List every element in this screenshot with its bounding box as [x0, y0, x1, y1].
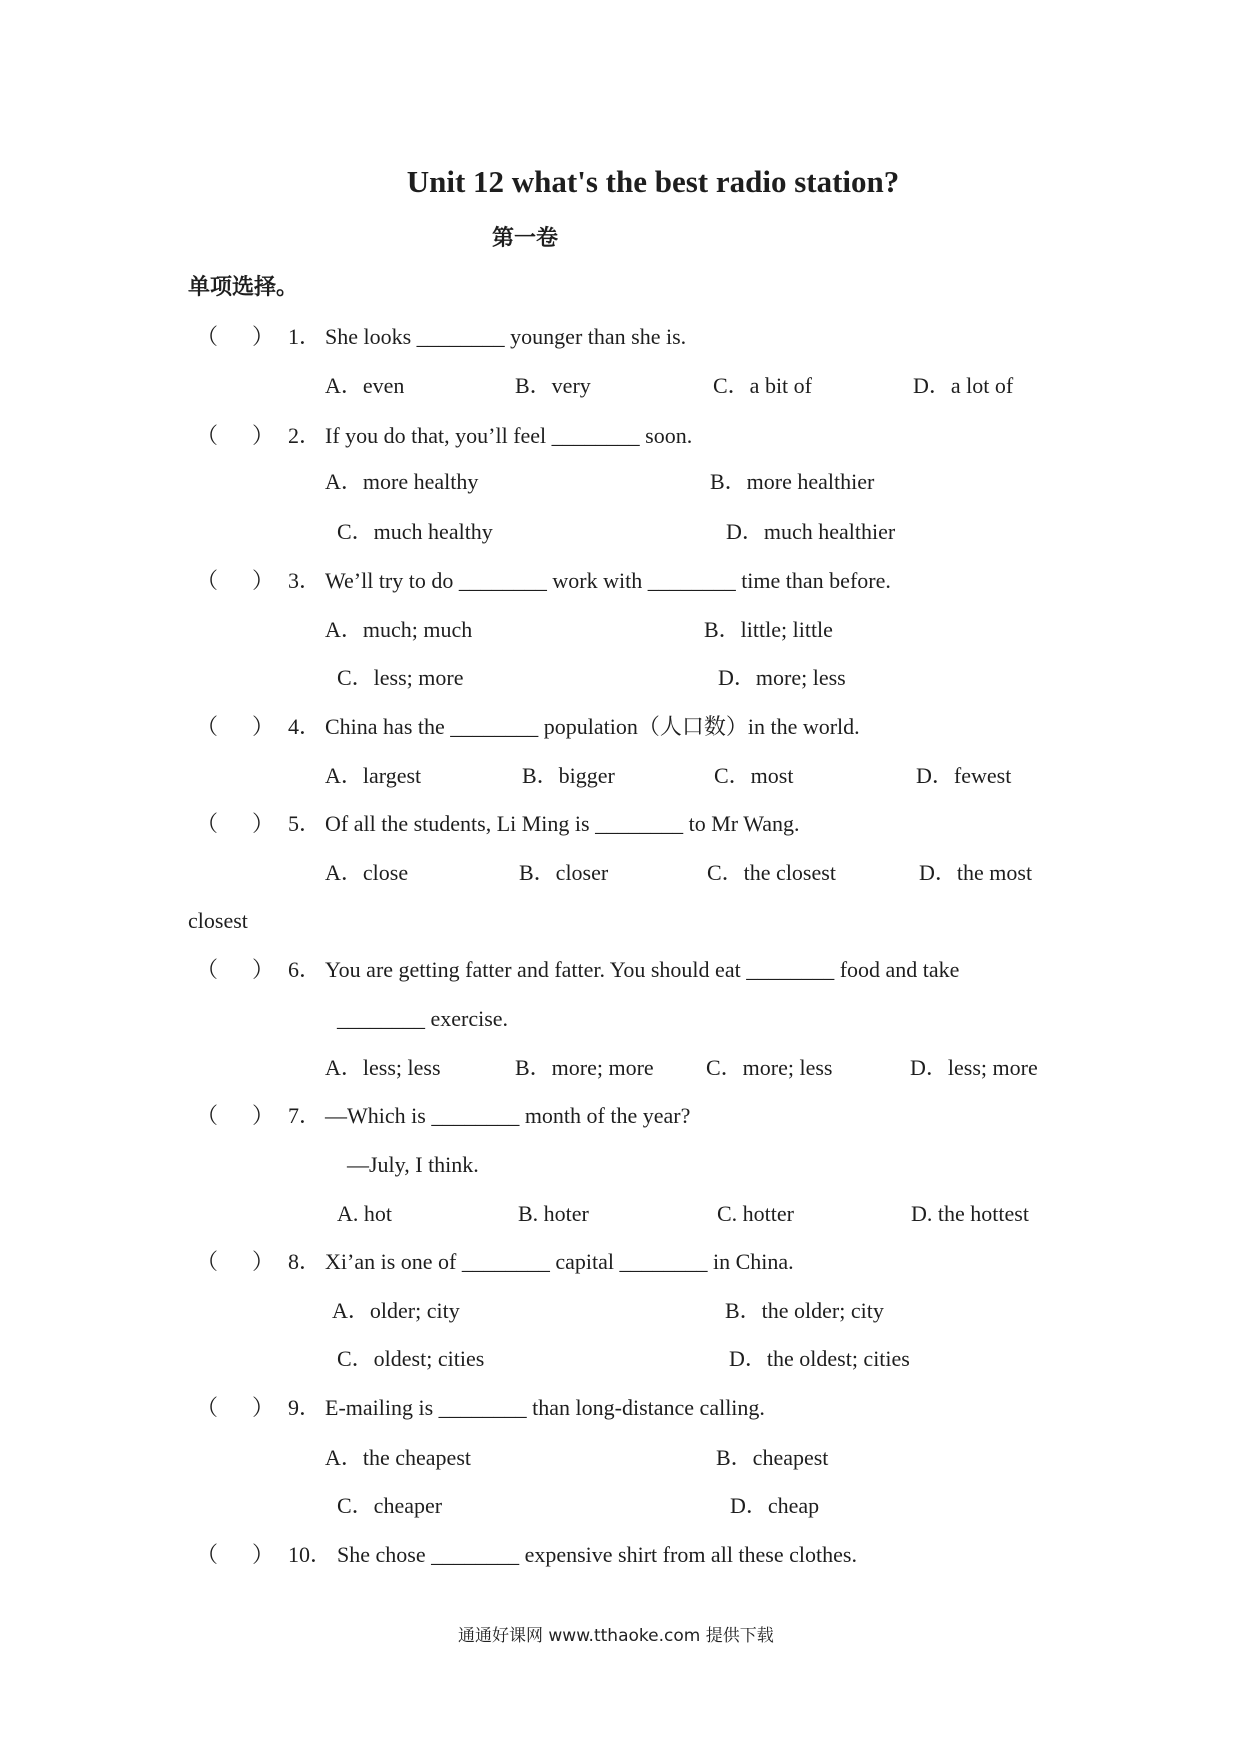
answer-paren-open: （ — [196, 957, 219, 982]
option-b: B．little; little — [704, 617, 833, 642]
answer-paren-open: （ — [196, 324, 219, 349]
answer-paren-close: ） — [252, 957, 275, 982]
option-b: B. hoter — [518, 1201, 589, 1226]
question-number: 5． — [288, 811, 322, 836]
page-title: Unit 12 what's the best radio station? — [406, 164, 900, 199]
answer-paren-close: ） — [252, 568, 275, 593]
option-c: C．less; more — [337, 665, 464, 690]
section-heading: 单项选择。 — [188, 275, 299, 300]
question-number: 8． — [288, 1249, 322, 1274]
answer-paren-open: （ — [196, 1542, 219, 1567]
answer-paren-close: ） — [252, 324, 275, 349]
answer-paren-close: ） — [252, 423, 275, 448]
option-d-overflow: closest — [188, 908, 248, 933]
option-c: C．oldest; cities — [337, 1346, 485, 1371]
question-stem: She looks ________ younger than she is. — [325, 324, 687, 349]
question-number: 7． — [288, 1103, 322, 1128]
answer-paren-close: ） — [252, 811, 275, 836]
option-a: A．much; much — [325, 617, 473, 642]
answer-paren-close: ） — [252, 714, 275, 739]
answer-paren-open: （ — [196, 568, 219, 593]
option-d: D．less; more — [910, 1055, 1038, 1080]
question-stem: If you do that, you’ll feel ________ soon. — [325, 423, 693, 448]
option-d: D．the oldest; cities — [729, 1346, 910, 1371]
question-number: 3． — [288, 568, 322, 593]
question-stem: We’ll try to do ________ work with ________ time than before. — [325, 568, 891, 593]
question-stem: Xi’an is one of ________ capital ________ in China. — [325, 1249, 794, 1274]
question-number: 10． — [288, 1542, 333, 1567]
option-c: C．cheaper — [337, 1493, 443, 1518]
question-stem: You are getting fatter and fatter. You should eat ________ food and take — [325, 957, 960, 982]
option-d: D．the most — [919, 860, 1033, 885]
page-footer: 通通好课网 www.tthaoke.com 提供下载 — [458, 1626, 774, 1646]
option-a: A．less; less — [325, 1055, 441, 1080]
option-d: D．fewest — [916, 763, 1012, 788]
answer-paren-open: （ — [196, 1249, 219, 1274]
option-a: A. hot — [337, 1201, 392, 1226]
option-b: B．cheapest — [716, 1445, 829, 1470]
question-stem: She chose ________ expensive shirt from all these clothes. — [337, 1542, 857, 1567]
option-b: B．more healthier — [710, 469, 875, 494]
option-a: A．the cheapest — [325, 1445, 471, 1470]
option-a: A．even — [325, 373, 405, 398]
option-c: C．the closest — [707, 860, 836, 885]
option-c: C．most — [714, 763, 794, 788]
option-c: C．much healthy — [337, 519, 493, 544]
option-b: B．very — [515, 373, 591, 398]
question-number: 2． — [288, 423, 322, 448]
question-number: 6． — [288, 957, 322, 982]
answer-paren-close: ） — [252, 1249, 275, 1274]
answer-paren-open: （ — [196, 811, 219, 836]
option-a: A．older; city — [332, 1298, 460, 1323]
answer-paren-close: ） — [252, 1542, 275, 1567]
question-stem-continued: ________ exercise. — [337, 1006, 509, 1031]
answer-paren-open: （ — [196, 423, 219, 448]
question-number: 4． — [288, 714, 322, 739]
question-stem: Of all the students, Li Ming is ________ to Mr Wang. — [325, 811, 800, 836]
option-b: B．bigger — [522, 763, 615, 788]
option-d: D．cheap — [730, 1493, 820, 1518]
question-number: 9． — [288, 1395, 322, 1420]
question-stem: China has the ________ population（人口数）in the world. — [325, 714, 860, 739]
question-number: 1． — [288, 324, 322, 349]
question-stem: —Which is ________ month of the year? — [325, 1103, 691, 1128]
answer-paren-open: （ — [196, 1103, 219, 1128]
option-b: B．closer — [519, 860, 609, 885]
answer-paren-close: ） — [252, 1395, 275, 1420]
option-d: D．more; less — [718, 665, 846, 690]
option-d: D．much healthier — [726, 519, 896, 544]
option-d: D．a lot of — [913, 373, 1014, 398]
option-b: B．more; more — [515, 1055, 654, 1080]
volume-heading: 第一卷 — [491, 226, 558, 251]
answer-paren-open: （ — [196, 714, 219, 739]
question-stem-continued: —July, I think. — [347, 1152, 479, 1177]
option-c: C. hotter — [717, 1201, 794, 1226]
option-b: B．the older; city — [725, 1298, 884, 1323]
answer-paren-open: （ — [196, 1395, 219, 1420]
option-c: C．a bit of — [713, 373, 812, 398]
option-d: D. the hottest — [911, 1201, 1029, 1226]
question-stem: E-mailing is ________ than long-distance calling. — [325, 1395, 765, 1420]
answer-paren-close: ） — [252, 1103, 275, 1128]
option-a: A．more healthy — [325, 469, 479, 494]
option-a: A．close — [325, 860, 409, 885]
option-c: C．more; less — [706, 1055, 833, 1080]
option-a: A．largest — [325, 763, 422, 788]
